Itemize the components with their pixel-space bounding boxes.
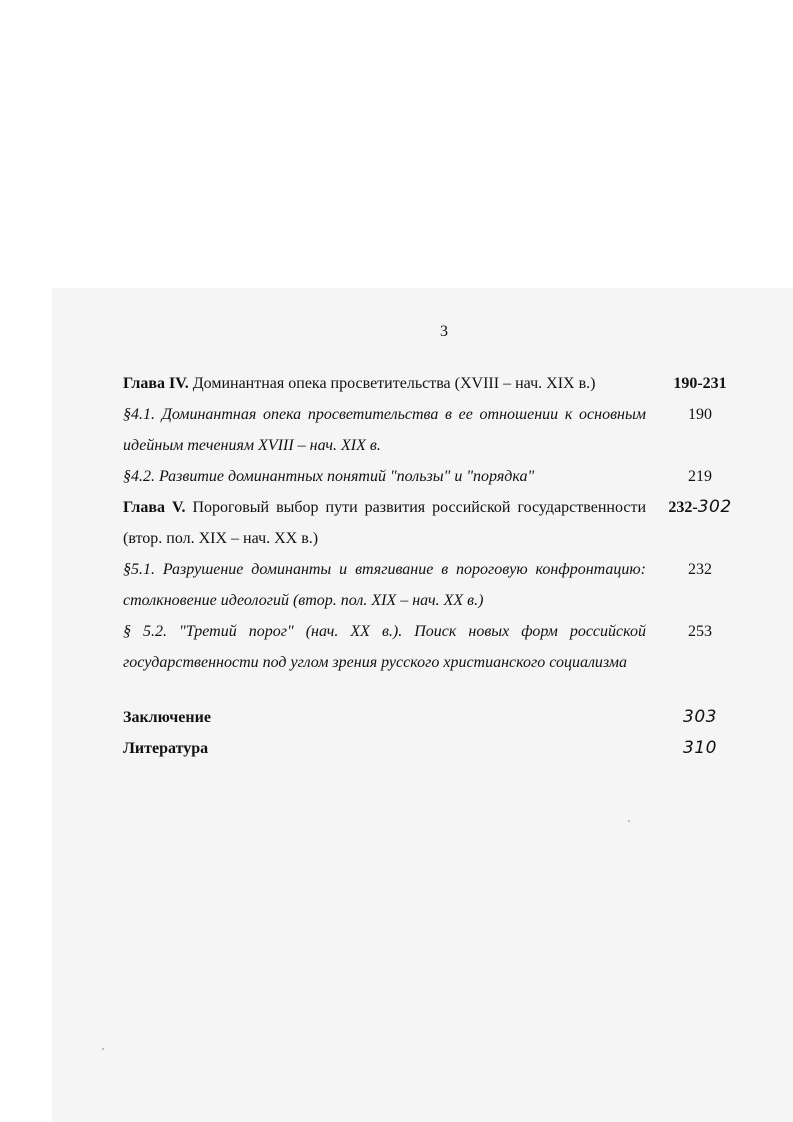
chapter-label: Глава V. <box>123 499 186 516</box>
toc-entry-conclusion <box>123 702 763 733</box>
toc-entry-section-4-1 <box>123 399 763 461</box>
chapter-label: Глава IV. <box>123 375 189 392</box>
toc-entry-section-4-2 <box>123 461 763 492</box>
handwritten-page-number: 302 <box>697 497 732 517</box>
section-title: § 5.2. "Третий порог" (нач. XX в.). Поиск новых форм российской государственности под углом зрения русского христианского социализма <box>123 623 646 671</box>
section-title: §4.1. Доминантная опека просветительства в ее отношении к основным идейным течениям XVIII – нач. XIX в. <box>123 406 646 454</box>
page-reference: 190-231 <box>673 375 727 392</box>
section-title: §5.1. Разрушение доминанты и втягивание в пороговую конфронтацию: столкновение идеологий (втор. пол. XIX – нач. XX в.) <box>123 561 646 609</box>
page-number: 3 <box>440 323 448 340</box>
handwritten-page-number: 310 <box>683 738 717 758</box>
page-reference: 232 <box>688 561 712 578</box>
section-title: Литература <box>123 740 209 757</box>
page-reference: 219 <box>688 468 712 485</box>
handwritten-page-number: 303 <box>683 707 717 727</box>
toc-entry-chapter-5 <box>123 492 763 554</box>
page-reference: 190 <box>688 406 712 423</box>
section-title: §4.2. Развитие доминантных понятий "пользы" и "порядка" <box>123 468 535 485</box>
chapter-title: Доминантная опека просветительства (XVIII – нач. XIX в.) <box>188 375 596 392</box>
page-reference: 232- <box>668 499 698 516</box>
toc-entry-section-5-1 <box>123 554 763 616</box>
section-title: Заключение <box>123 709 211 726</box>
scan-speck <box>102 1048 104 1050</box>
toc-entry-chapter-4 <box>123 368 763 399</box>
chapter-title: Пороговый выбор пути развития российской государственности (втор. пол. XIX – нач. XX в.) <box>123 499 647 547</box>
toc-entry-section-5-2 <box>123 616 763 678</box>
toc-entry-literature <box>123 733 763 764</box>
table-of-contents <box>123 368 763 764</box>
page-reference: 253 <box>688 623 712 640</box>
scan-speck <box>628 820 630 822</box>
